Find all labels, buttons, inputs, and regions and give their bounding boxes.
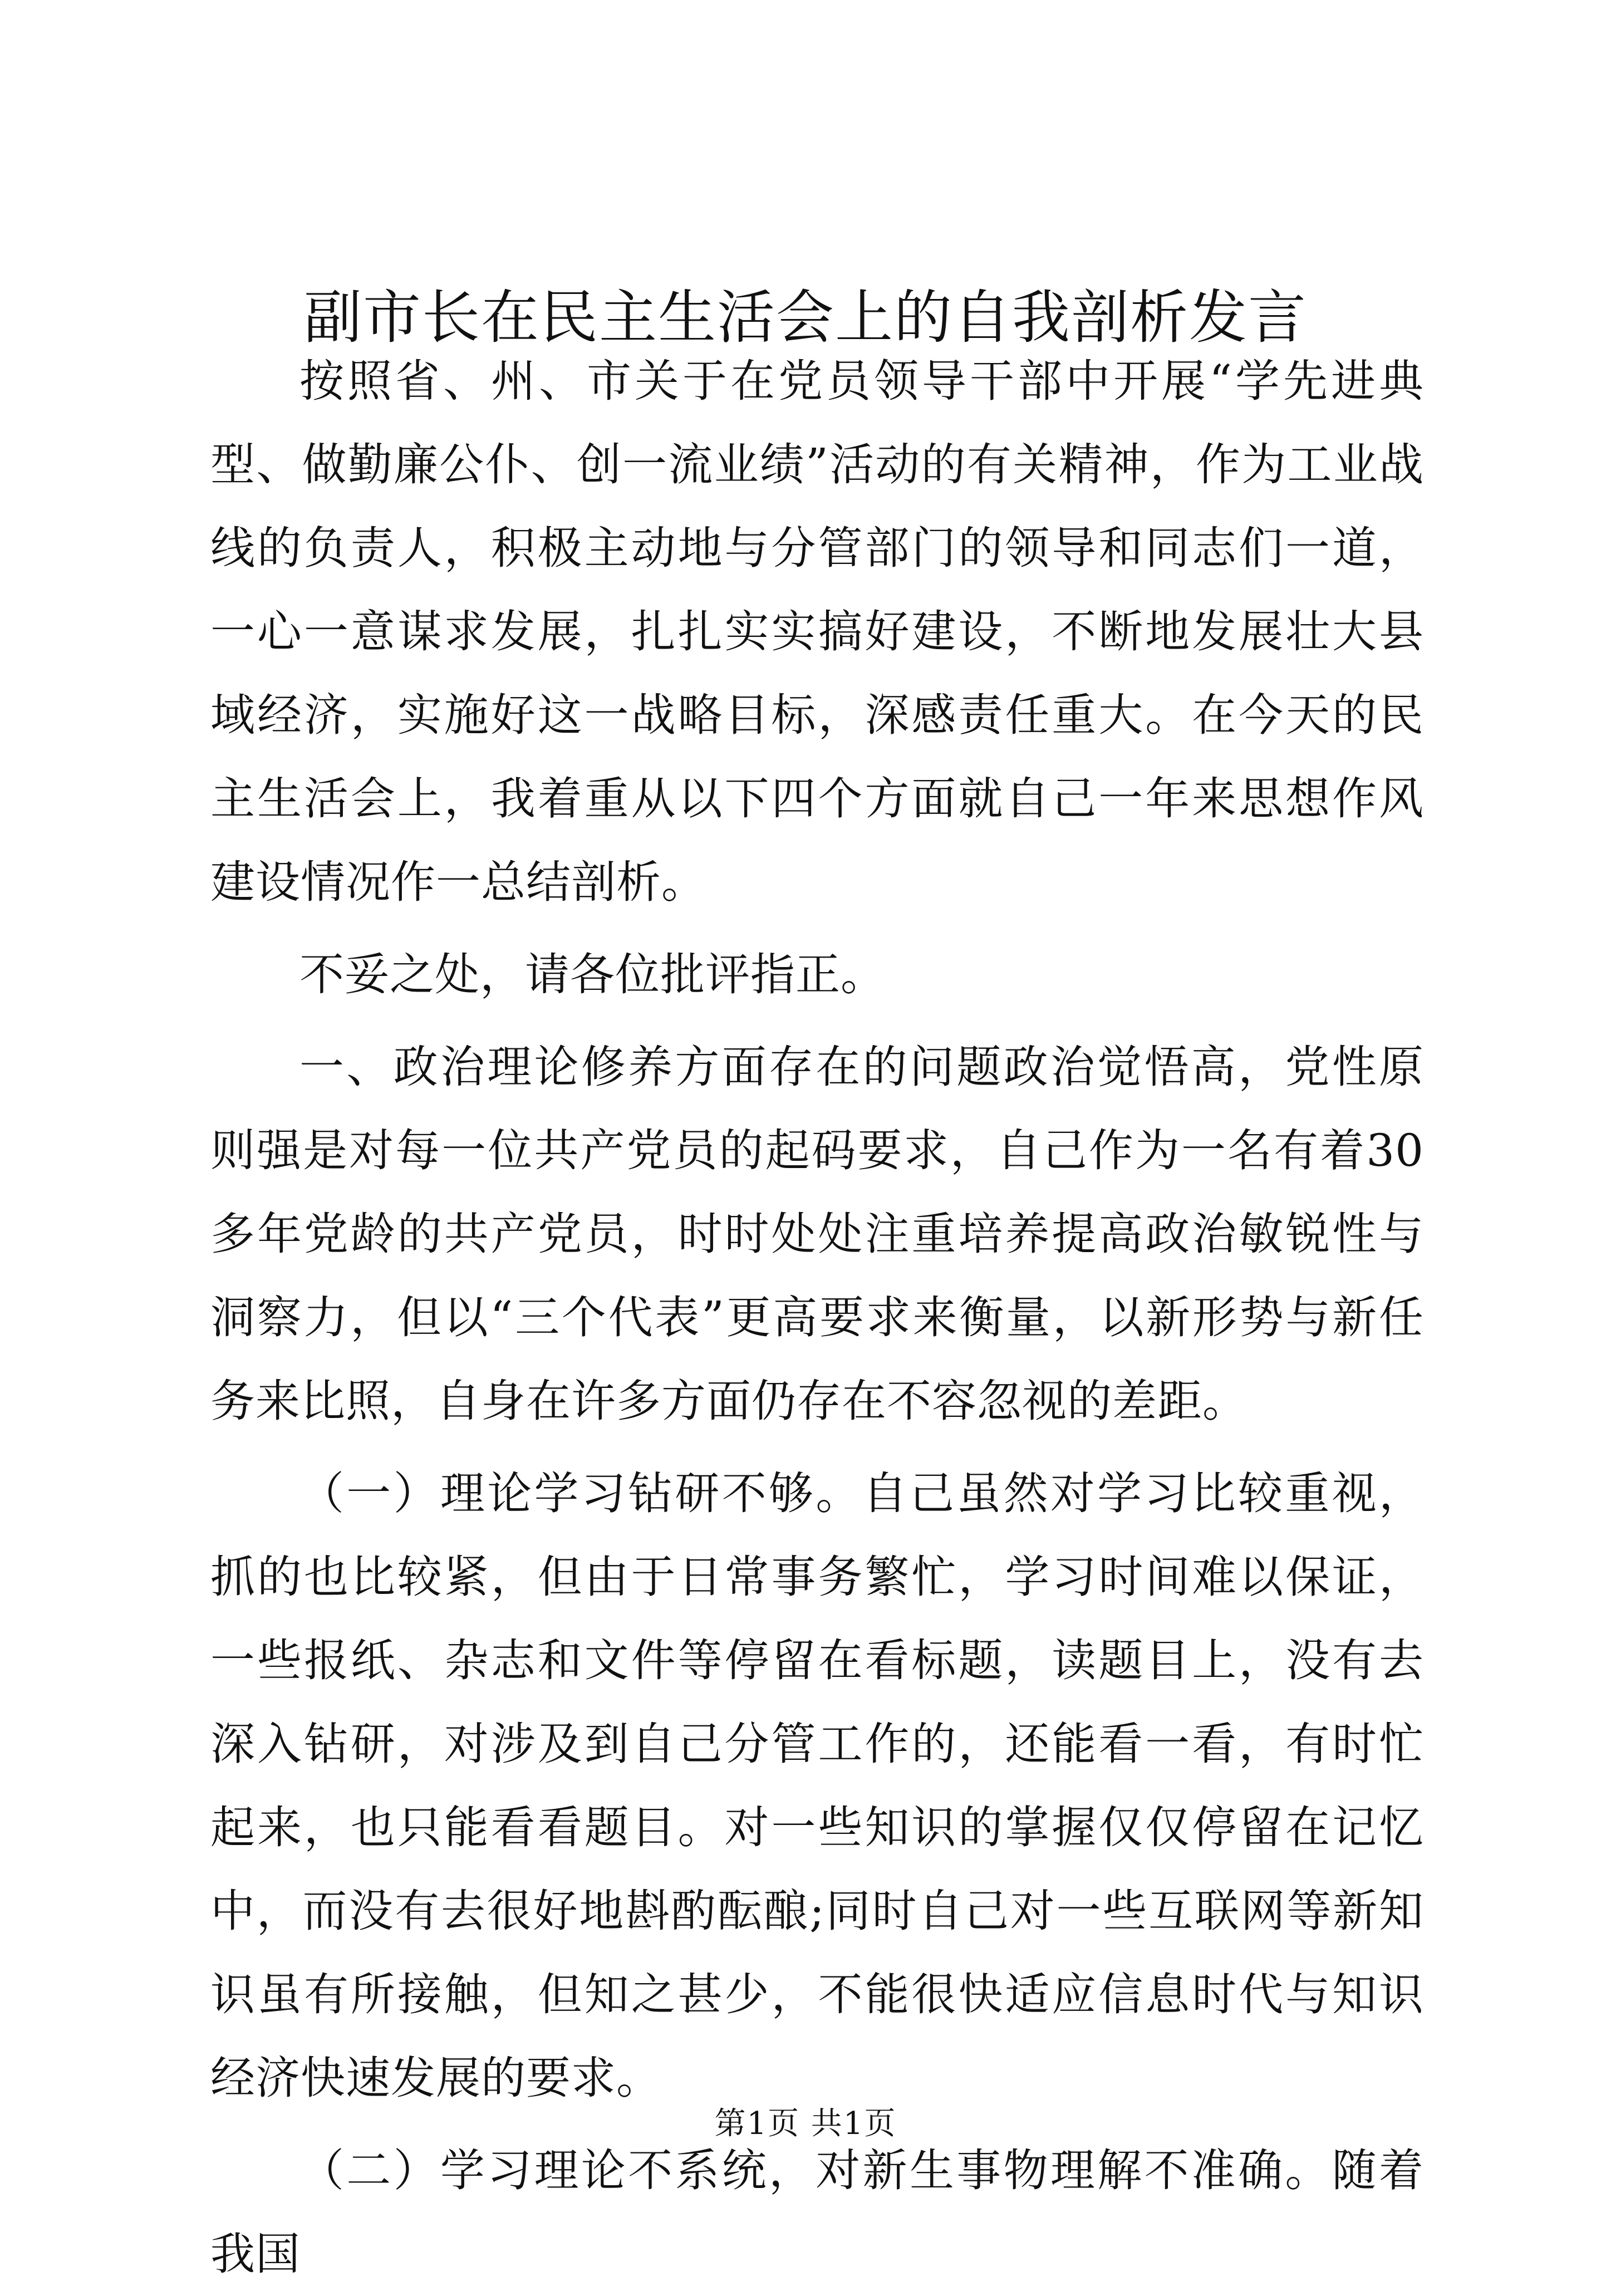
paragraph-section-one: 一、政治理论修养方面存在的问题政治觉悟高，党性原则强是对每一位共产党员的起码要求，自己作为一名有着30多年党龄的共产党员，时时处处注重培养提高政治敏锐性与洞察力，但以“三个代表”更高要求来衡量，以新形势与新任务来比照，自身在许多方面仍存在不容忽视的差距。 bbox=[210, 1041, 1424, 1427]
page-footer: 第1页 共1页 bbox=[714, 2106, 897, 2142]
paragraph-request: 不妥之处，请各位批评指正。 bbox=[299, 949, 886, 1000]
paragraph-subsection-one: （一）理论学习钻研不够。自己虽然对学习比较重视，抓的也比较紧，但由于日常事务繁忙，学习时间难以保证，一些报纸、杂志和文件等停留在看标题，读题目上，没有去深入钻研，对涉及到自己分管工作的，还能看一看，有时忙起来，也只能看看题目。对一些知识的掌握仅仅停留在记忆中，而没有去很好地斟酌酝酿;同时自己对一些互联网等新知识虽有所接触，但知之甚少，不能很快适应信息时代与知识经济快速发展的要求。 bbox=[210, 1468, 1424, 2104]
document-body bbox=[210, 340, 1424, 2296]
paragraph-subsection-two: （二）学习理论不系统，对新生事物理解不准确。随着我国 bbox=[210, 2145, 1424, 2280]
paragraph-intro: 按照省、州、市关于在党员领导干部中开展“学先进典型、做勤廉公仆、创一流业绩”活动的有关精神，作为工业战线的负责人，积极主动地与分管部门的领导和同志们一道，一心一意谋求发展，扎扎实实搞好建设，不断地发展壮大县域经济，实施好这一战略目标，深感责任重大。在今天的民主生活会上，我着重从以下四个方面就自己一年来思想作风建设情况作一总结剖析。 bbox=[210, 355, 1424, 908]
document-title: 副市长在民主生活会上的自我剖析发言 bbox=[303, 283, 1307, 351]
